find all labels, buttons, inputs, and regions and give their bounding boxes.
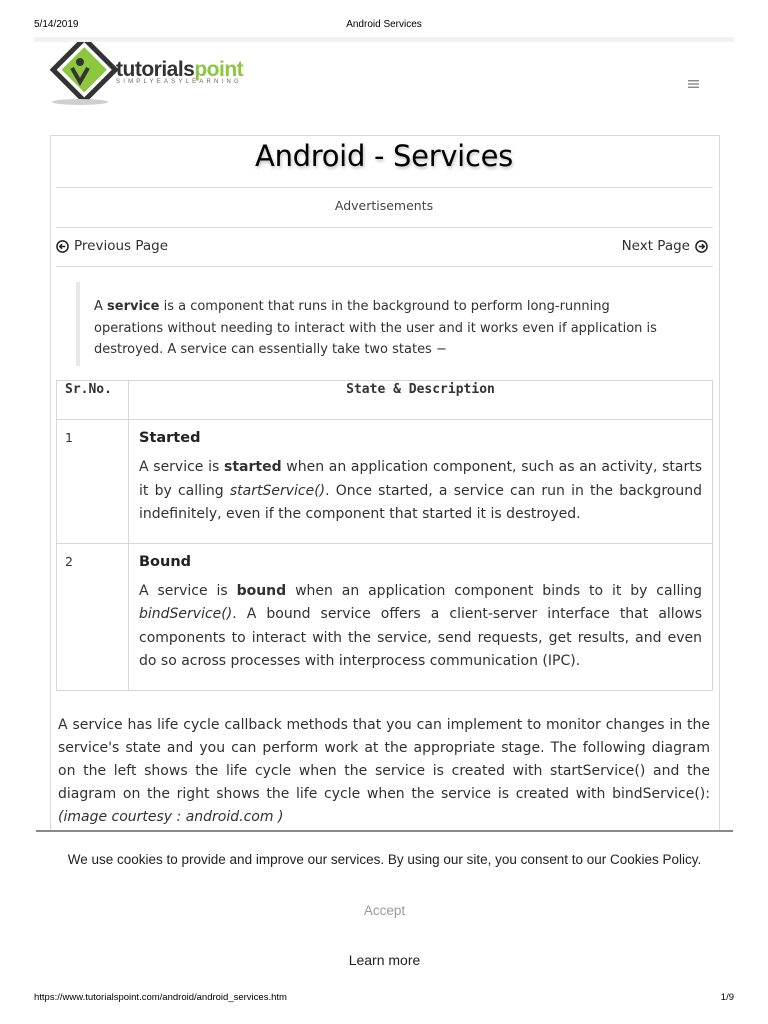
row-number: 1 — [57, 420, 129, 544]
page-title: Android - Services — [255, 139, 513, 173]
state-text-bold: started — [224, 459, 282, 475]
state-text-bold: bound — [236, 582, 287, 599]
page-number: 1/9 — [720, 992, 734, 1003]
table-header-row — [57, 381, 713, 420]
state-text-part: . A bound service offers a client-server interface that allows components to interact with the service, send requests, get results, and even do so across processes with interprocess communication (IPC). — [139, 606, 702, 669]
ads-divider — [56, 227, 713, 228]
circle-arrow-right-icon — [695, 240, 708, 253]
state-title: Bound — [139, 553, 192, 570]
cookie-consent-banner — [36, 830, 733, 982]
previous-page-link[interactable] — [56, 238, 168, 254]
intro-text-pre: A — [94, 299, 108, 314]
intro-text-bold: service — [107, 299, 160, 314]
print-title: Android Services — [346, 19, 422, 30]
print-footer — [0, 992, 768, 1012]
logo-tagline: SIMPLYEASYLEARNING — [116, 79, 242, 85]
logo-word-2: point — [194, 58, 244, 81]
previous-page-label: Previous Page — [74, 238, 169, 254]
column-header-state-description: State & Description — [129, 381, 713, 420]
next-page-label: Next Page — [621, 238, 690, 254]
state-text-part: A service is — [139, 459, 224, 475]
state-text — [139, 580, 702, 674]
row-number: 2 — [57, 543, 129, 690]
print-header — [0, 0, 768, 34]
state-text-italic: startService() — [229, 482, 326, 499]
table-row — [57, 543, 713, 690]
intro-text — [94, 296, 664, 361]
accept-cookies-button[interactable]: Accept — [363, 903, 406, 918]
intro-text-post: is a component that runs in the background to perform long-running operations without needing to interact with the user and it works even if application is destroyed. A service can essentially take two states − — [94, 299, 657, 357]
image-courtesy-text: (image courtesy : android.com ) — [58, 809, 284, 825]
advertisements-label: Advertisements — [334, 198, 434, 213]
circle-arrow-left-icon — [56, 240, 69, 253]
row-description — [129, 543, 713, 690]
page-url: https://www.tutorialspoint.com/android/android_services.htm — [34, 992, 287, 1003]
print-date: 5/14/2019 — [34, 19, 79, 30]
state-text — [139, 456, 702, 527]
intro-blockquote — [76, 282, 670, 366]
lifecycle-text: A service has life cycle callback methods that you can implement to monitor changes in the service's state and you can perform work at the appropriate stage. The following diagram on the left shows the life cycle when the service is created with startService() and the diagram on the right shows the life cycle when the service is created with bindService(): — [58, 717, 710, 802]
state-text-italic: bindService() — [139, 606, 233, 622]
nav-divider — [56, 266, 713, 267]
state-text-part: when an application component binds to it by calling — [286, 582, 702, 599]
title-divider — [56, 187, 713, 188]
state-text-part: A service is — [139, 582, 237, 599]
row-description — [129, 420, 713, 544]
table-row — [57, 420, 713, 544]
state-title: Started — [139, 430, 201, 446]
lifecycle-paragraph — [58, 714, 710, 829]
state-text-part: when an application component, such as an activity, starts it by calling — [139, 459, 702, 499]
learn-more-link[interactable]: Learn more — [348, 952, 421, 968]
state-text-part: . Once started, a service can run in the background indefinitely, even if the component that started it is destroyed. — [139, 482, 702, 522]
hamburger-menu-icon[interactable] — [686, 77, 702, 91]
cookie-message: We use cookies to provide and improve our services. By using our site, you consent to our Cookies Policy. — [67, 852, 702, 867]
states-table — [56, 380, 713, 691]
logo-word-1: tutorials — [116, 58, 195, 81]
next-page-link[interactable] — [622, 238, 708, 254]
column-header-srno: Sr.No. — [57, 381, 129, 420]
